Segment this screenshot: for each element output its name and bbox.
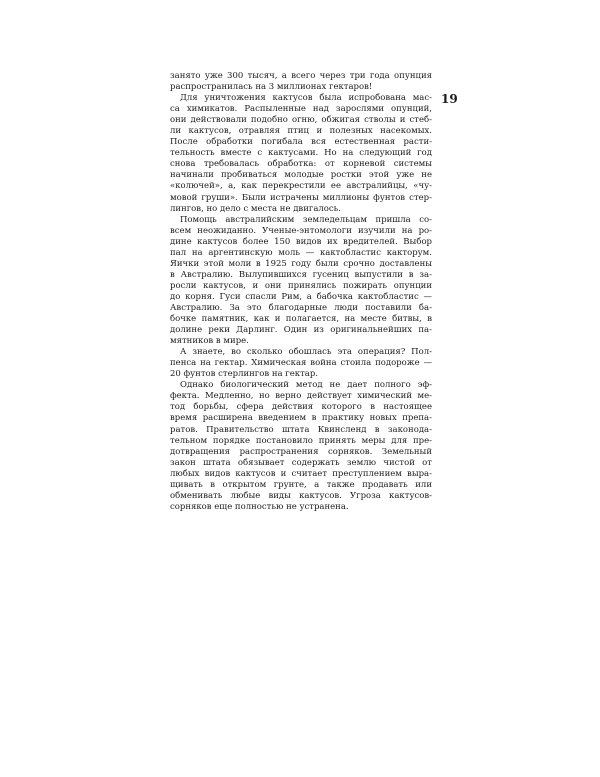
text-line: тод борьбы, сфера действия которого в настоящее [170, 402, 432, 413]
text-line: всем неожиданно. Ученые-энтомологи изучили на ро- [170, 225, 432, 236]
text-line: Помощь австралийским земледельцам пришла со- [180, 214, 432, 225]
text-line: ратов. Правительство штата Квинсленд в законода- [170, 424, 432, 435]
text-line: Для уничтожения кактусов была испробована мас- [180, 93, 432, 104]
text-line: обменивать любые виды кактусов. Угроза кактусов- [170, 490, 432, 501]
text-line: снова требовалась обработка: от корневой системы [170, 159, 432, 170]
paragraph [170, 71, 432, 93]
text-line: время расширена введением в практику новых препа- [170, 413, 432, 424]
text-line: долине реки Дарлинг. Один из оригинальнейших па- [170, 325, 432, 336]
text-line: са химикатов. Распыленные над зарослями опунций, [170, 104, 432, 115]
text-line: они действовали подобно огню, обжигая стволы и стеб- [170, 115, 432, 126]
page-number: 19 [441, 92, 458, 106]
text-line: занято уже 300 тысяч, а всего через три года опунция [170, 71, 432, 81]
text-line: дине кактусов более 150 видов их вредителей. Выбор [170, 236, 432, 247]
text-line: тельном порядке постановило принять меры для пре- [170, 435, 432, 446]
paragraph [170, 380, 432, 513]
text-line: Яички этой моли в 1925 году были срочно доставлены [170, 258, 432, 269]
text-line: тельность вместе с кактусами. Но на следующий год [170, 148, 432, 159]
text-line: пенса на гектар. Химическая война стоила подороже — [170, 358, 432, 369]
text-line: бочке памятник, как и полагается, на месте битвы, в [170, 314, 432, 325]
text-line: 20 фунтов стерлингов на гектар. [170, 369, 319, 380]
text-line: мовой груши». Были истрачены миллионы фунтов стер- [170, 192, 432, 203]
text-line: распространилась на 3 миллионах гектаров! [170, 82, 373, 93]
paragraph [170, 215, 432, 348]
text-line: начинали пробиваться молодые ростки этой уже не [170, 170, 432, 181]
text-line: сорняков еще полностью не устранена. [170, 501, 349, 512]
text-line: до корня. Гуси спасли Рим, а бабочка кактобластис — [170, 291, 432, 302]
text-line: мятников в мире. [170, 336, 249, 347]
text-line: щивать в открытом грунте, а также продавать или [170, 479, 432, 490]
text-line: в Австралию. Вылупившихся гусениц выпустили в за- [170, 269, 432, 280]
body-text [170, 71, 432, 513]
text-line: Австралию. За это благодарные люди поставили ба- [170, 302, 432, 313]
text-line: «колючей», а, как перекрестили ее австралийцы, «чу- [170, 181, 432, 192]
text-line: После обработки погибала вся естественная расти- [170, 137, 432, 148]
text-line: лингов, но дело с места не двигалось. [170, 203, 342, 214]
text-line: пал на аргентинскую моль — кактобластис какторум. [170, 247, 432, 258]
text-line: любых видов кактусов и считает преступлением выра- [170, 468, 432, 479]
paragraph [170, 93, 432, 215]
paragraph [170, 347, 432, 380]
text-line: ли кактусов, отравляя птиц и полезных насекомых. [170, 126, 432, 137]
text-line: дотвращения распространения сорняков. Земельный [170, 446, 432, 457]
text-line: Однако биологический метод не дает полного эф- [180, 380, 432, 391]
text-line: А знаете, во сколько обошлась эта операция? Пол- [180, 347, 432, 358]
text-line: росли кактусов, и они принялись пожирать опунции [170, 280, 432, 291]
text-line: фекта. Медленно, но верно действует химический ме- [170, 391, 432, 402]
text-line: закон штата обязывает содержать землю чистой от [170, 457, 432, 468]
